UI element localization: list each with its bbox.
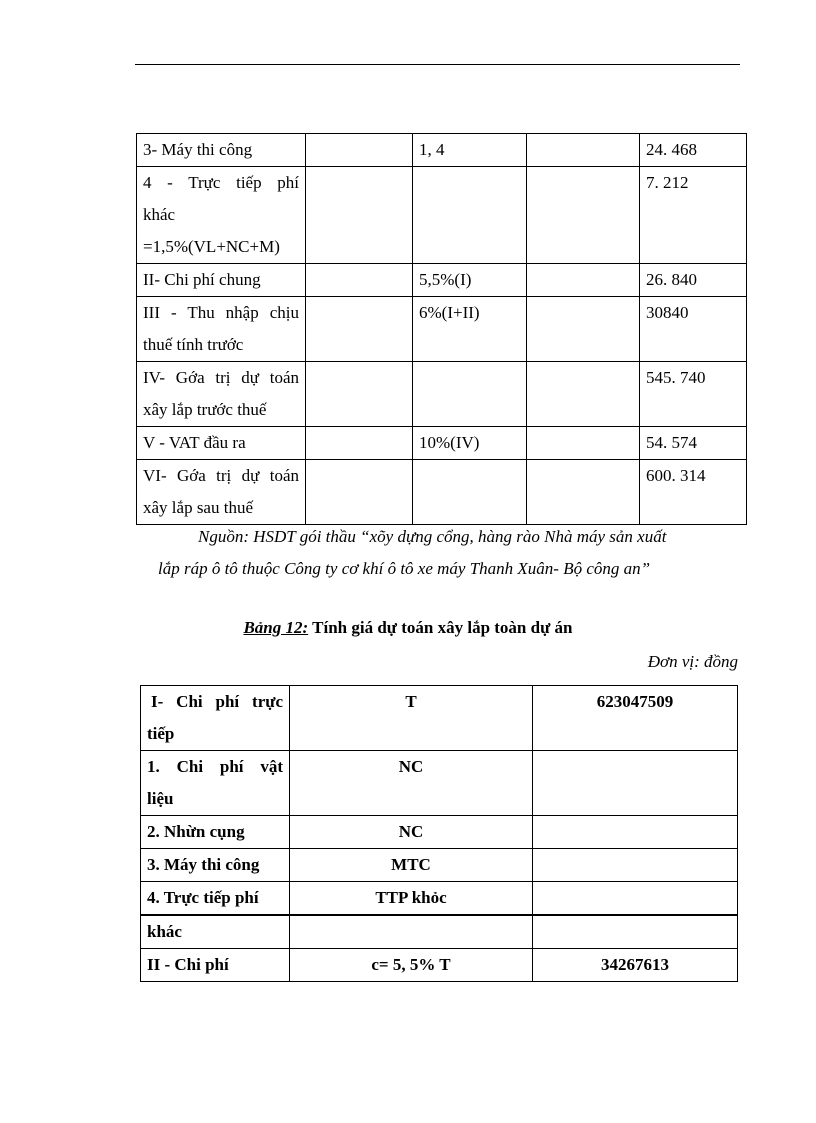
value-cell [527,460,640,525]
item-cell: III - Thu nhập chịu thuế tính trước [137,297,306,362]
value-cell [527,297,640,362]
symbol-cell: c= 5, 5% T [290,949,533,982]
unit-note: Đơn vị: đồng [647,652,738,671]
amount-cell [533,882,738,916]
table-row [141,686,738,751]
rate-cell [413,460,527,525]
amount-cell [533,849,738,882]
item-cell: 4 - Trực tiếp phí khác =1,5%(VL+NC+M) [137,167,306,264]
amount-cell [533,915,738,949]
amount-cell: 54. 574 [640,427,747,460]
table-row [137,362,747,427]
amount-cell [533,816,738,849]
cost-table-continued [136,133,747,525]
rate-cell: 1, 4 [413,134,527,167]
symbol-cell: NC [290,816,533,849]
table-row [137,427,747,460]
item-cell: 2. Nhừn cụng [141,816,290,849]
rate-cell [413,362,527,427]
symbol-cell: NC [290,751,533,816]
cost-estimate-table [140,685,738,982]
value-cell [527,134,640,167]
header-rule [135,64,740,65]
amount-cell: 545. 740 [640,362,747,427]
table-row [137,460,747,525]
amount-cell: 34267613 [533,949,738,982]
item-cell: VI- Gớa trị dự toán xây lắp sau thuế [137,460,306,525]
table-row [141,882,738,916]
value-cell [527,427,640,460]
item-cell: I- Chi phí trực tiếp [141,686,290,751]
table-row [137,167,747,264]
value-cell [306,167,413,264]
table-row [141,915,738,949]
source-note-line-1: Nguồn: HSDT gói thầu “xõy dựng cổng, hàng rào Nhà máy sản xuất [198,527,667,546]
table-row [141,816,738,849]
value-cell [306,460,413,525]
item-cell: IV- Gớa trị dự toán xây lắp trước thuế [137,362,306,427]
caption-label: Bảng 12: [243,618,309,637]
item-cell: II - Chi phí [141,949,290,982]
item-cell: khác [141,915,290,949]
amount-cell [533,751,738,816]
table-caption [0,618,816,638]
caption-text: Tính giá dự toán xây lắp toàn dự án [308,618,573,637]
source-note-line-2: lắp ráp ô tô thuộc Công ty cơ khí ô tô xe máy Thanh Xuân- Bộ công an” [158,559,651,578]
item-cell: 3- Máy thi công [137,134,306,167]
value-cell [306,297,413,362]
amount-cell: 30840 [640,297,747,362]
value-cell [306,362,413,427]
item-cell: 3. Máy thi công [141,849,290,882]
item-cell: 1. Chi phí vật liệu [141,751,290,816]
amount-cell: 24. 468 [640,134,747,167]
amount-cell: 26. 840 [640,264,747,297]
rate-cell [413,167,527,264]
table-row [141,949,738,982]
value-cell [306,134,413,167]
rate-cell: 10%(IV) [413,427,527,460]
table-row [137,134,747,167]
symbol-cell: T [290,686,533,751]
amount-cell: 623047509 [533,686,738,751]
value-cell [527,167,640,264]
symbol-cell: MTC [290,849,533,882]
value-cell [527,264,640,297]
value-cell [527,362,640,427]
rate-cell: 5,5%(I) [413,264,527,297]
value-cell [306,264,413,297]
table-row [137,264,747,297]
amount-cell: 600. 314 [640,460,747,525]
item-cell: 4. Trực tiếp phí [141,882,290,916]
table-row [141,751,738,816]
symbol-cell [290,915,533,949]
rate-cell: 6%(I+II) [413,297,527,362]
value-cell [306,427,413,460]
table-row [137,297,747,362]
table-row [141,849,738,882]
symbol-cell: TTP khỏc [290,882,533,916]
item-cell: V - VAT đầu ra [137,427,306,460]
item-cell: II- Chi phí chung [137,264,306,297]
amount-cell: 7. 212 [640,167,747,264]
